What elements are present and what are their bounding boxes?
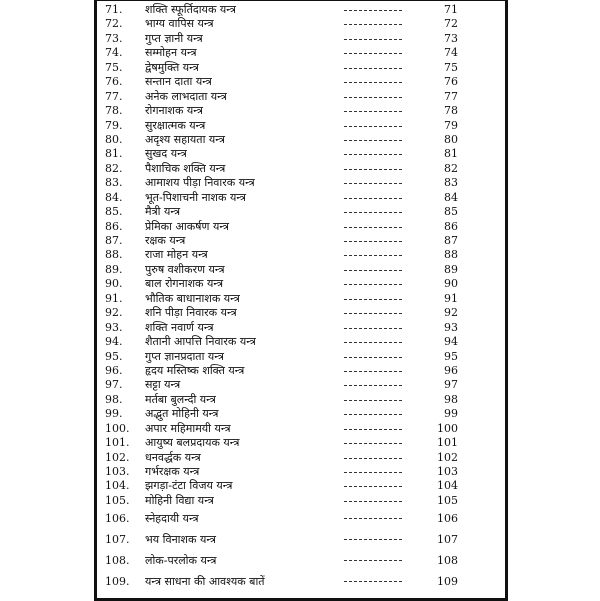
entry-title: लोक-परलोक यन्त्र [145,554,217,568]
toc-entry [97,32,505,46]
entry-number: 106. [105,512,130,526]
entry-title: शक्ति स्फूर्तिदायक यन्त्र [145,3,236,16]
dotted-leader [344,560,402,561]
dotted-leader [344,10,402,11]
entry-page-number: 109 [437,575,458,589]
toc-entry [97,133,505,147]
entry-page-number: 81 [444,147,458,161]
entry-title: आयुष्य बलप्रदायक यन्त्र [145,436,240,450]
entry-title: गुप्त ज्ञानी यन्त्र [145,31,203,45]
toc-entry [97,407,505,421]
toc-entry [97,3,505,17]
entry-number: 95. [105,349,123,363]
entry-page-number: 89 [444,262,458,276]
entry-page-number: 105 [437,493,458,507]
dotted-leader [344,429,402,430]
dotted-leader [344,458,402,459]
entry-page-number: 100 [437,421,458,435]
toc-frame [94,0,508,601]
dotted-leader [344,581,402,582]
entry-title: शक्ति नवार्ण यन्त्र [145,320,214,334]
toc-entry [97,75,505,89]
entry-number: 107. [105,533,130,547]
toc-entry [97,550,505,571]
entry-page-number: 84 [444,190,458,204]
entry-number: 85. [105,205,123,219]
entry-title: शैतानी आपत्ति निवारक यन्त्र [145,335,256,349]
dotted-leader [344,97,402,98]
toc-entry [97,306,505,320]
dotted-leader [344,140,402,141]
entry-number: 105. [105,493,130,507]
entry-number: 81. [105,147,123,161]
entry-number: 82. [105,161,123,175]
dotted-leader [344,328,402,329]
toc-entry [97,571,505,592]
entry-page-number: 79 [444,118,458,132]
entry-page-number: 82 [444,161,458,175]
entry-title: अदृश्य सहायता यन्त्र [145,132,225,146]
entry-page-number: 94 [444,335,458,349]
dotted-leader [344,371,402,372]
entry-page-number: 104 [437,479,458,493]
entry-title: भाग्य वापिस यन्त्र [145,17,214,31]
dotted-leader [344,518,402,519]
entry-page-number: 74 [444,46,458,60]
entry-number: 94. [105,335,123,349]
entry-title: रक्षक यन्त्र [145,234,186,247]
dotted-leader [344,227,402,228]
toc-entry [97,422,505,436]
entry-title: सुखद यन्त्र [145,147,187,161]
entry-page-number: 95 [444,349,458,363]
entry-number: 91. [105,291,123,305]
dotted-leader [344,443,402,444]
entry-number: 83. [105,176,123,190]
toc-entry [97,479,505,493]
toc-entry [97,234,505,248]
entry-number: 89. [105,262,123,276]
toc-entry [97,263,505,277]
entry-title: अनेक लाभदाता यन्त्र [145,89,227,103]
dotted-leader [344,385,402,386]
entry-page-number: 92 [444,306,458,320]
entry-number: 102. [105,450,130,464]
entry-number: 99. [105,407,123,421]
toc-entry [97,61,505,75]
entry-title: मैत्री यन्त्र [145,205,181,219]
entry-title: धनवर्द्धक यन्त्र [145,450,201,464]
dotted-leader [344,414,402,415]
entry-page-number: 99 [444,407,458,421]
entry-page-number: 85 [444,205,458,219]
toc-entry [97,119,505,133]
table-of-contents [97,3,505,592]
entry-number: 92. [105,306,123,320]
entry-title: गर्भरक्षक यन्त्र [145,465,200,478]
entry-title: यन्त्र साधना की आवश्यक बातें [145,575,265,589]
entry-title: हृदय मस्तिष्क शक्ति यन्त्र [145,363,245,377]
entry-number: 76. [105,75,123,89]
dotted-leader [344,82,402,83]
entry-title: पुरुष वशीकरण यन्त्र [145,262,225,276]
entry-page-number: 108 [437,554,458,568]
entry-title: अद्भुत मोहिनी यन्त्र [145,407,219,421]
entry-page-number: 101 [437,436,458,450]
entry-number: 71. [105,3,123,16]
toc-entry [97,335,505,349]
entry-page-number: 72 [444,17,458,31]
entry-title: शनि पीड़ा निवारक यन्त्र [145,306,237,320]
entry-page-number: 87 [444,234,458,247]
toc-entry [97,191,505,205]
entry-page-number: 96 [444,363,458,377]
entry-number: 75. [105,60,123,74]
entry-number: 109. [105,575,130,589]
toc-entry [97,465,505,479]
entry-number: 90. [105,277,123,291]
entry-page-number: 77 [444,89,458,103]
dotted-leader [344,501,402,502]
entry-page-number: 106 [437,512,458,526]
entry-title: सम्मोहन यन्त्र [145,46,197,60]
toc-entry [97,17,505,31]
entry-number: 79. [105,118,123,132]
entry-number: 74. [105,46,123,60]
dotted-leader [344,486,402,487]
entry-page-number: 78 [444,104,458,118]
dotted-leader [344,53,402,54]
toc-entry [97,508,505,529]
entry-number: 100. [105,421,130,435]
entry-number: 98. [105,392,123,406]
dotted-leader [344,342,402,343]
entry-title: आमाशय पीड़ा निवारक यन्त्र [145,176,255,190]
entry-number: 108. [105,554,130,568]
entry-title: पैशाचिक शक्ति यन्त्र [145,161,226,175]
toc-entry [97,176,505,190]
entry-page-number: 88 [444,248,458,262]
entry-page-number: 91 [444,291,458,305]
entry-number: 93. [105,320,123,334]
toc-entry [97,147,505,161]
toc-entry [97,451,505,465]
entry-title: मोहिनी विद्या यन्त्र [145,493,214,507]
entry-title: भूत-पिशाचनी नाशक यन्त्र [145,190,246,204]
entry-number: 103. [105,465,130,478]
entry-page-number: 103 [437,465,458,478]
dotted-leader [344,183,402,184]
entry-title: सन्तान दाता यन्त्र [145,75,212,89]
dotted-leader [344,68,402,69]
entry-title: सुरक्षात्मक यन्त्र [145,118,206,132]
entry-number: 86. [105,219,123,233]
entry-title: सट्टा यन्त्र [145,378,181,392]
entry-number: 104. [105,479,130,493]
entry-page-number: 76 [444,75,458,89]
dotted-leader [344,169,402,170]
entry-number: 73. [105,31,123,45]
dotted-leader [344,126,402,127]
toc-entry [97,436,505,450]
entry-title: प्रेमिका आकर्षण यन्त्र [145,219,230,233]
dotted-leader [344,313,402,314]
toc-entry [97,220,505,234]
entry-page-number: 83 [444,176,458,190]
dotted-leader [344,539,402,540]
entry-number: 78. [105,104,123,118]
entry-page-number: 98 [444,392,458,406]
entry-title: भय विनाशक यन्त्र [145,533,216,547]
dotted-leader [344,111,402,112]
toc-entry [97,205,505,219]
dotted-leader [344,255,402,256]
toc-entry [97,529,505,550]
entry-title: स्नेहदायी यन्त्र [145,512,199,526]
toc-entry [97,378,505,392]
toc-entry [97,364,505,378]
entry-title: अपार महिमामयी यन्त्र [145,421,231,435]
entry-number: 96. [105,363,123,377]
entry-page-number: 90 [444,277,458,291]
dotted-leader [344,198,402,199]
toc-entry [97,393,505,407]
entry-page-number: 75 [444,60,458,74]
toc-entry [97,104,505,118]
entry-title: गुप्त ज्ञानप्रदाता यन्त्र [145,349,224,363]
entry-number: 101. [105,436,130,450]
toc-entry [97,162,505,176]
entry-number: 77. [105,89,123,103]
dotted-leader [344,24,402,25]
dotted-leader [344,299,402,300]
toc-entry [97,292,505,306]
toc-entry [97,46,505,60]
toc-entry [97,494,505,508]
entry-page-number: 102 [437,450,458,464]
entry-title: भौतिक बाधानाशक यन्त्र [145,291,240,305]
dotted-leader [344,472,402,473]
dotted-leader [344,212,402,213]
toc-entry [97,350,505,364]
entry-number: 84. [105,190,123,204]
dotted-leader [344,39,402,40]
entry-title: बाल रोगनाशक यन्त्र [145,277,224,291]
toc-entry [97,90,505,104]
dotted-leader [344,241,402,242]
entry-page-number: 80 [444,132,458,146]
dotted-leader [344,357,402,358]
dotted-leader [344,154,402,155]
entry-number: 80. [105,132,123,146]
dotted-leader [344,270,402,271]
entry-title: राजा मोहन यन्त्र [145,248,208,262]
dotted-leader [344,400,402,401]
entry-number: 87. [105,234,123,247]
entry-title: द्वेषमुक्ति यन्त्र [145,60,199,74]
entry-page-number: 107 [437,533,458,547]
entry-page-number: 86 [444,219,458,233]
entry-number: 97. [105,378,123,392]
toc-entry [97,321,505,335]
entry-title: झगड़ा-टंटा विजय यन्त्र [145,479,233,493]
entry-title: मर्तबा बुलन्दी यन्त्र [145,392,216,406]
dotted-leader [344,284,402,285]
entry-number: 88. [105,248,123,262]
entry-page-number: 73 [444,31,458,45]
entry-page-number: 71 [444,3,458,16]
entry-page-number: 97 [444,378,458,392]
toc-entry [97,248,505,262]
entry-number: 72. [105,17,123,31]
toc-entry [97,277,505,291]
entry-title: रोगनाशक यन्त्र [145,104,203,118]
entry-page-number: 93 [444,320,458,334]
